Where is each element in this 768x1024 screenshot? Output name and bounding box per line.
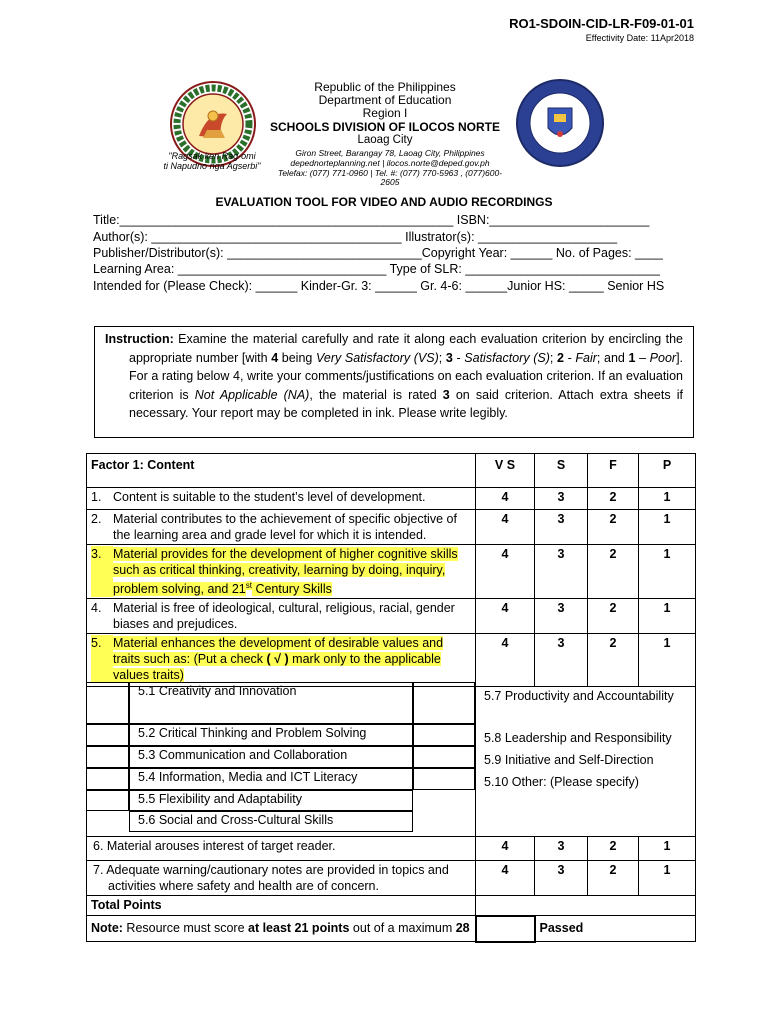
header-city: Laoag City: [357, 133, 413, 146]
check-box-5-5[interactable]: [86, 790, 129, 811]
rating-3[interactable]: 3: [535, 599, 588, 634]
criterion-3: [87, 545, 476, 599]
passed-checkbox[interactable]: [476, 916, 535, 942]
motto-line-1: "Ragsak ken Rag-omi: [168, 151, 256, 161]
rating-4[interactable]: 4: [476, 488, 535, 510]
instr-3: 3: [445, 350, 453, 365]
instr-text: Examine the material carefully and rate it along each evaluation criterion by encircling the appropriate number [with: [129, 332, 683, 365]
trait-5-7: 5.7 Productivity and Accountability: [484, 689, 674, 704]
title-isbn-field[interactable]: Title:________________________________________________ ISBN:_______________________: [93, 213, 650, 227]
item-text-tail: mark only to the applicable values traits): [113, 652, 441, 683]
header-contact: [270, 149, 510, 188]
note-text: Resource must score: [122, 921, 248, 936]
instr-text: , the material is rated: [309, 387, 443, 402]
check-box-5-4[interactable]: [86, 768, 129, 790]
table-row: [87, 634, 696, 687]
instr-text: ;: [438, 350, 446, 365]
rating-1[interactable]: 1: [639, 488, 696, 510]
table-row: [87, 837, 696, 861]
rating-1[interactable]: 1: [639, 599, 696, 634]
rating-2[interactable]: 2: [588, 861, 639, 896]
address-line: Giron Street, Barangay 78, Laoag City, Philippines: [295, 148, 485, 158]
criterion-6: 6. Material arouses interest of target reader.: [87, 837, 476, 861]
author-illustrator-field[interactable]: Author(s): ____________________________________ Illustrator(s): ____________________: [93, 230, 618, 244]
instr-text: on said criterion. Attach extra sheets if necessary. Your report may be completed in ink. Please write legibly.: [129, 387, 683, 420]
instruction-label: Instruction:: [105, 332, 174, 346]
rating-1[interactable]: 1: [639, 837, 696, 861]
total-points-label: Total Points: [87, 896, 476, 916]
total-row: [87, 896, 696, 916]
item-number: 3.: [91, 546, 113, 597]
check-box-5-3-right[interactable]: [413, 746, 475, 768]
values-right-area: [476, 687, 696, 837]
rating-4[interactable]: 4: [476, 599, 535, 634]
item-number: 2.: [91, 512, 102, 526]
instr-3b: 3: [442, 387, 450, 402]
note-row: [87, 916, 696, 942]
item-number: 5.: [91, 635, 113, 683]
header-republic: Republic of the Philippines: [314, 80, 456, 94]
values-checklist: [86, 682, 475, 832]
col-f: F: [588, 454, 639, 488]
instr-fair: Fair: [575, 350, 597, 365]
criterion-2: [87, 510, 476, 545]
instr-s: Satisfactory (S): [464, 350, 550, 365]
instr-text: ; and: [596, 350, 629, 365]
rating-2[interactable]: 2: [588, 488, 639, 510]
instr-na: Not Applicable (NA): [194, 387, 310, 402]
instr-poor: Poor: [649, 350, 677, 365]
check-box-5-2-right[interactable]: [413, 724, 475, 746]
item-number: 1.: [91, 490, 102, 504]
instr-text: ]. For a rating below 4, write your comments/justifications on each evaluation criterion. If an evaluation criterion is: [129, 350, 684, 402]
item-text: Material contributes to the achievement of specific objective of the learning area and grade level for which it is intended.: [113, 512, 457, 542]
rating-3[interactable]: 3: [535, 545, 588, 599]
check-box-5-3[interactable]: [86, 746, 129, 768]
table-row: [87, 488, 696, 510]
rating-1[interactable]: 1: [639, 861, 696, 896]
trait-5-10: 5.10 Other: (Please specify): [484, 775, 639, 790]
publisher-field[interactable]: Publisher/Distributor(s): ____________________________Copyright Year: ______ No. of Pages: ____: [93, 246, 663, 260]
instr-2: 2: [556, 350, 564, 365]
instr-text: -: [563, 350, 576, 365]
table-row: [87, 599, 696, 634]
header-region: Region I: [362, 106, 408, 121]
motto-line-2: ti Napudno nga Agserbi": [163, 160, 261, 171]
rating-3[interactable]: 3: [535, 837, 588, 861]
col-s: S: [535, 454, 588, 488]
trait-5-3: 5.3 Communication and Collaboration: [129, 746, 413, 768]
rating-1[interactable]: 1: [639, 510, 696, 545]
rating-1[interactable]: 1: [639, 545, 696, 599]
learning-area-field[interactable]: Learning Area: ______________________________ Type of SLR: ____________________________: [93, 262, 660, 276]
instr-vs: Very Satisfactory (VS): [316, 350, 439, 365]
instr-text: -: [452, 350, 465, 365]
note-cell: [87, 916, 476, 942]
trait-5-9: 5.9 Initiative and Self-Direction: [484, 753, 654, 768]
rating-2[interactable]: 2: [588, 599, 639, 634]
col-p: P: [639, 454, 696, 488]
instruction-box: [94, 326, 694, 438]
trait-5-5: 5.5 Flexibility and Adaptability: [129, 790, 413, 811]
phone-line: Telefax: (077) 771-0960 | Tel. #: (077) 770-5963 , (077)600-2605: [277, 167, 503, 188]
note-label: Note:: [91, 921, 123, 936]
item-text: 7. Adequate warning/cautionary notes are provided in topics and: [93, 863, 449, 878]
item-text: Material provides for the development of higher cognitive skills such as critical thinking, creativity, learning by doing, inquiry, problem solving, and 21: [113, 547, 458, 597]
rating-4[interactable]: 4: [476, 510, 535, 545]
instr-1: 1: [628, 350, 636, 365]
total-points-value[interactable]: [476, 896, 696, 916]
check-box-5-4-right[interactable]: [413, 768, 475, 790]
factor-heading: Factor 1: Content: [87, 454, 476, 488]
item-text-tail: Century Skills: [251, 582, 332, 597]
rating-4[interactable]: 4: [476, 861, 535, 896]
rating-3[interactable]: 3: [535, 634, 588, 687]
item-text: Content is suitable to the student’s level of development.: [113, 490, 426, 504]
table-row: [87, 861, 696, 896]
header-department: Department of Education: [318, 93, 452, 108]
item-text: Material is free of ideological, cultural, religious, racial, gender biases and prejudices.: [113, 601, 455, 632]
table-row: [87, 510, 696, 545]
instr-text: ;: [549, 350, 557, 365]
trait-5-4: 5.4 Information, Media and ICT Literacy: [129, 768, 413, 790]
instr-text: –: [635, 350, 650, 365]
document-title: EVALUATION TOOL FOR VIDEO AND AUDIO RECORDINGS: [215, 195, 553, 209]
rating-4[interactable]: 4: [476, 545, 535, 599]
check-box-5-1[interactable]: [86, 682, 129, 724]
criterion-5: [87, 634, 476, 687]
web-email-line: depednorteplanning.net | ilocos.norte@deped.gov.ph: [290, 157, 490, 168]
note-text: out of a maximum: [349, 921, 456, 936]
header-address-block: [270, 81, 500, 146]
item-sup: st: [245, 581, 252, 590]
rating-3[interactable]: 3: [535, 488, 588, 510]
table-header-row: [87, 454, 696, 488]
rating-2[interactable]: 2: [588, 545, 639, 599]
criterion-4: [87, 599, 476, 634]
trait-5-6: 5.6 Social and Cross-Cultural Skills: [129, 811, 413, 832]
rating-4[interactable]: 4: [476, 634, 535, 687]
instr-4: 4: [271, 350, 279, 365]
item-text-cont: activities where safety and health are of concern.: [108, 879, 379, 894]
rating-3[interactable]: 3: [535, 510, 588, 545]
deped-seal-right: [515, 78, 605, 168]
intended-for-field[interactable]: Intended for (Please Check): ______ Kinder-Gr. 3: ______ Gr. 4-6: ______Junior HS: _____ Senior HS: [93, 279, 665, 293]
table-row: [87, 545, 696, 599]
header-division: SCHOOLS DIVISION OF ILOCOS NORTE: [270, 119, 501, 134]
passed-label: Passed: [535, 916, 696, 942]
rating-4[interactable]: 4: [476, 837, 535, 861]
rating-2[interactable]: 2: [588, 634, 639, 687]
check-mark-symbol: ( √ ): [266, 652, 289, 667]
note-bold: at least 21 points: [248, 921, 350, 936]
col-vs: V S: [476, 454, 535, 488]
rating-3[interactable]: 3: [535, 861, 588, 896]
trait-5-1: 5.1 Creativity and Innovation: [129, 682, 413, 724]
rating-1[interactable]: 1: [639, 634, 696, 687]
document-code: RO1-SDOIN-CID-LR-F09-01-01: [509, 16, 694, 31]
trait-5-2: 5.2 Critical Thinking and Problem Solving: [129, 724, 413, 746]
item-number: 4.: [91, 601, 102, 616]
note-max: 28: [455, 921, 470, 936]
check-box-5-1-right[interactable]: [413, 682, 475, 724]
item-text: Material enhances the development of desirable values and traits such as: (Put a check: [113, 636, 444, 667]
rating-2[interactable]: 2: [588, 510, 639, 545]
rating-2[interactable]: 2: [588, 837, 639, 861]
criterion-1: [87, 488, 476, 510]
instr-text: being: [278, 350, 316, 365]
check-box-5-2[interactable]: [86, 724, 129, 746]
trait-5-8: 5.8 Leadership and Responsibility: [484, 731, 672, 746]
motto: [152, 152, 272, 172]
effectivity-date: Effectivity Date: 11Apr2018: [585, 33, 694, 43]
criterion-7: [87, 861, 476, 896]
